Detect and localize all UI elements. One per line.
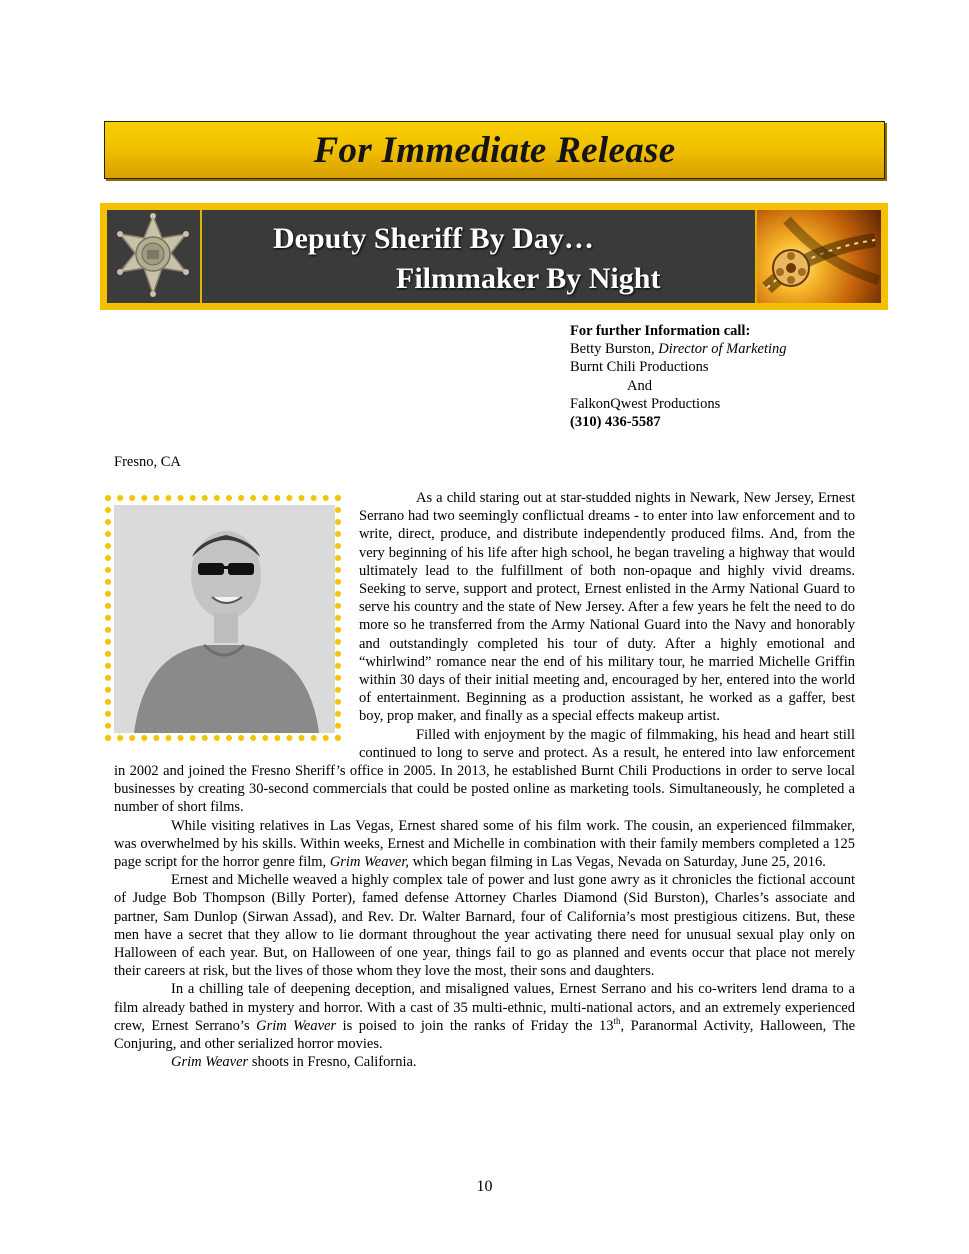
article-paragraph-6 (114, 1053, 855, 1071)
contact-and: And (627, 377, 652, 394)
dateline: Fresno, CA (114, 454, 181, 470)
film-title: Grim Weaver (256, 1017, 337, 1034)
contact-block (570, 322, 787, 431)
contact-person (570, 340, 787, 358)
paragraph-6-text: shoots in Fresno, California. (251, 1054, 417, 1071)
film-reel-icon (755, 210, 881, 303)
contact-company-1: Burnt Chili Productions (570, 359, 709, 376)
contact-heading: For further Information call: (570, 323, 751, 339)
film-title: Grim Weaver, (329, 854, 410, 871)
paragraph-3-text-a: While visiting relatives in Las Vegas, Ernest shared some of his film work. The cousin, an experienced filmmaker, was overwhelmed by his skills. Within weeks, Ernest and Michelle in combination with their family members completed a 125 page script for the horror genre film, (114, 817, 855, 871)
paragraph-5-text-b: is poised to join the ranks of Friday the 13 (342, 1017, 614, 1034)
paragraph-3-text-b: which began filming in Las Vegas, Nevada on Saturday, June 25, 2016. (412, 854, 826, 871)
page-number: 10 (476, 1178, 493, 1195)
article-paragraph-4: Ernest and Michelle weaved a highly complex tale of power and lust gone awry as it chronicles the fictional account of Judge Bob Thompson (Billy Porter), famed defense Attorney Charles Diamond (Sid Burston), Charles’s associate and partner, Sam Dunlop (Sirwan Assad), and Rev. Dr. Walter Barnard, four of California’s most prestigious citizens. But, these men have a secret that they allow to lie dormant throughout the year activating there need for unusual sexual play only on Halloween of each year. But, on Halloween of one year, things fail to go as planned and events occur that place not merely their careers at risk, but the lives of those whom they love the most, their sons and daughters. (114, 872, 855, 980)
article-body (114, 489, 855, 1072)
paragraph-5-text-a: In a chilling tale of deepening deception, and misaligned values, Ernest Serrano and his co-writers lend drama to a film already bathed in mystery and horror. With a cast of 35 multi-ethnic, multi-national actors, and an extremely experienced crew, Ernest Serrano’s (114, 981, 855, 1034)
release-banner (104, 121, 885, 179)
headline-line-2: Filmmaker By Night (396, 262, 661, 295)
article-paragraph-3 (114, 817, 855, 872)
superscript-th: th (613, 1016, 621, 1027)
contact-name: Betty Burston, (570, 341, 655, 358)
contact-phone: (310) 436-5587 (570, 414, 661, 431)
contact-company-2: FalkonQwest Productions (570, 395, 721, 412)
article-paragraph-5 (114, 980, 855, 1053)
film-title: Grim Weaver (171, 1054, 249, 1071)
headline-header (100, 203, 888, 310)
paragraph-5-text-c: , Paranormal Activity, Halloween, The Conjuring, and other serialized horror movies. (114, 1017, 856, 1053)
article-paragraph-2: Filled with enjoyment by the magic of filmmaking, his head and heart still continued to long to serve and protect. As a result, he entered into law enforcement in 2002 and joined the Fresno Sheriff’s office in 2005. In 2013, he established Burnt Chili Productions in order to serve local businesses by creating 30-second commercials that could be posted online as marketing tools. Simultaneously, he completed a number of short films. (114, 726, 855, 816)
sheriff-star-badge-icon (107, 210, 202, 303)
photo-spacer (114, 489, 359, 745)
release-title: For Immediate Release (313, 129, 676, 171)
paragraph-1-text: As a child staring out at star-studded nights in Newark, New Jersey, Ernest Serrano had two seemingly conflictual dreams - to enter into law enforcement and to write, direct, produce, and distribute independently produced films. And, from the very beginning of his life after high school, he began traveling a highway that would ultimately lead to the fulfillment of both non-opaque and highly vivid dreams. Seeking to serve, support and protect, Ernest enlisted in the Army National Guard to serve his country and the state of New Jersey. After a few years he felt the need to do more so he transferred from the Army National Guard into the Navy and honorably and outstandingly completed his tour of duty. After a highly emotional and “whirlwind” romance near the end of his military tour, he married Michelle Griffin within 30 days of their initial meeting and, encouraged by her, entered into the world of entertainment. Beginning as a production assistant, he worked as a gaffer, best boy, prop maker, and finally as a special effects makeup artist. (359, 490, 855, 725)
contact-title: Director of Marketing (658, 341, 787, 358)
headline-panel (107, 210, 881, 303)
headline-line-1: Deputy Sheriff By Day… (273, 222, 594, 255)
